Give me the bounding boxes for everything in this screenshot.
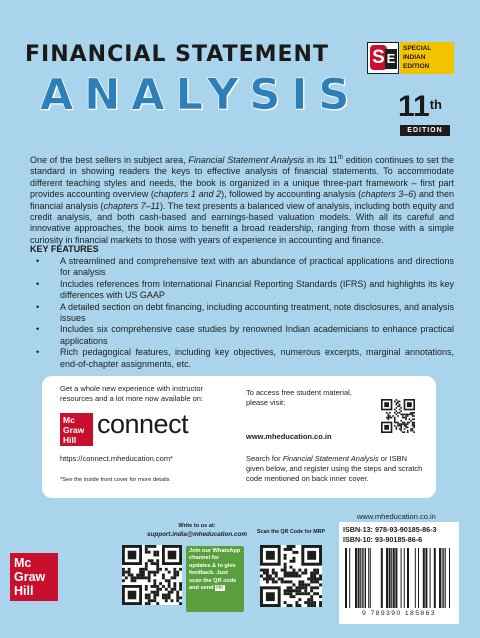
list-item: • Rich pedagogical features, including key objectives, numerous excerpts, marginal annotations, end-of-chapter assignments, etc. [30, 347, 454, 370]
book-title-line1: FINANCIAL STATEMENT [25, 42, 329, 67]
connect-url[interactable]: https://connect.mheducation.com* [60, 454, 173, 463]
isbn13-text: ISBN-13: 978-93-90185-86-3 [343, 525, 437, 534]
qr-code-icon [381, 399, 415, 433]
whatsapp-info-box: Join our WhatsApp channel for updates & to give feedback. Just scan the QR code and send Hi! [186, 546, 244, 612]
connect-promo-box [42, 376, 436, 498]
connect-footnote: *See the inside front cover for more details [60, 477, 170, 483]
mcgraw-hill-logo-icon: Mc Graw Hill [60, 413, 93, 446]
promo-intro-text: Get a whole new experience with instructor resources and a lot more now available on: [60, 384, 203, 403]
connect-logo: connect [97, 409, 189, 439]
write-to-us-label: Write to us at: [178, 523, 216, 529]
list-item: • Includes references from International Financial Reporting Standards (IFRS) and highlights its key differences with US GAAP [30, 279, 454, 302]
list-item: • A streamlined and comprehensive text with an abundance of practical applications and directions for analysis [30, 256, 454, 279]
search-instructions: Search for Financial Statement Analysis or ISBN given below, and register using the steps and scratch code mentioned on back inner cover. [246, 454, 423, 483]
isbn10-text: ISBN-10: 93-90185-86-6 [343, 535, 423, 544]
barcode-number: 9 789390 185863 [362, 610, 436, 617]
mcgraw-hill-logo-icon: Mc Graw Hill [10, 553, 58, 601]
access-material-text: To access free student material, please visit: [246, 388, 352, 407]
mrp-qr-code-icon [260, 545, 322, 607]
barcode-icon [343, 548, 455, 608]
mrp-qr-label: Scan the QR Code for MRP [257, 529, 325, 535]
mheducation-url-footer[interactable]: www.mheducation.co.in [357, 512, 436, 521]
book-title-line2: ANALYSIS [40, 70, 361, 120]
edition-number: 11th [398, 90, 442, 123]
book-description: One of the best sellers in subject area, Financial Statement Analysis in its 11th edition continues to set the standard in showing readers the keys to effective analysis of financial statements. To accommodate different teaching styles and needs, the book is organized in a unique three-part framework – first part provides accounting overview (chapters 1 and 2), followed by accounting analysis (chapters 3–6) and then financial analysis (chapters 7–11). The text presents a balanced view of analysis, including both equity and credit analysis, and both cash-based and earnings-based valuation models. With all its careful and innovative approaches, the book aims to benefit a broad readership, ranging from those with a simple curiosity in financial markets to those with years of experience in accounting and finance. [30, 155, 454, 245]
se-logo-icon: S E [367, 42, 399, 74]
isbn-barcode-box [339, 522, 459, 624]
key-features-list [30, 256, 454, 370]
list-item: • A detailed section on debt financing, including accounting treatment, note disclosures, and analysis issues [30, 302, 454, 325]
mheducation-url[interactable]: www.mheducation.co.in [246, 432, 332, 441]
list-item: • Includes six comprehensive case studies by renowned Indian academicians to enhance practical applications [30, 324, 454, 347]
edition-label: EDITION [400, 125, 450, 136]
support-email[interactable]: support.india@mheducation.com [147, 531, 247, 538]
whatsapp-qr-code-icon [122, 545, 182, 605]
special-indian-edition-badge: SPECIAL INDIAN EDITION [400, 42, 454, 74]
key-features-heading: KEY FEATURES [30, 244, 99, 254]
